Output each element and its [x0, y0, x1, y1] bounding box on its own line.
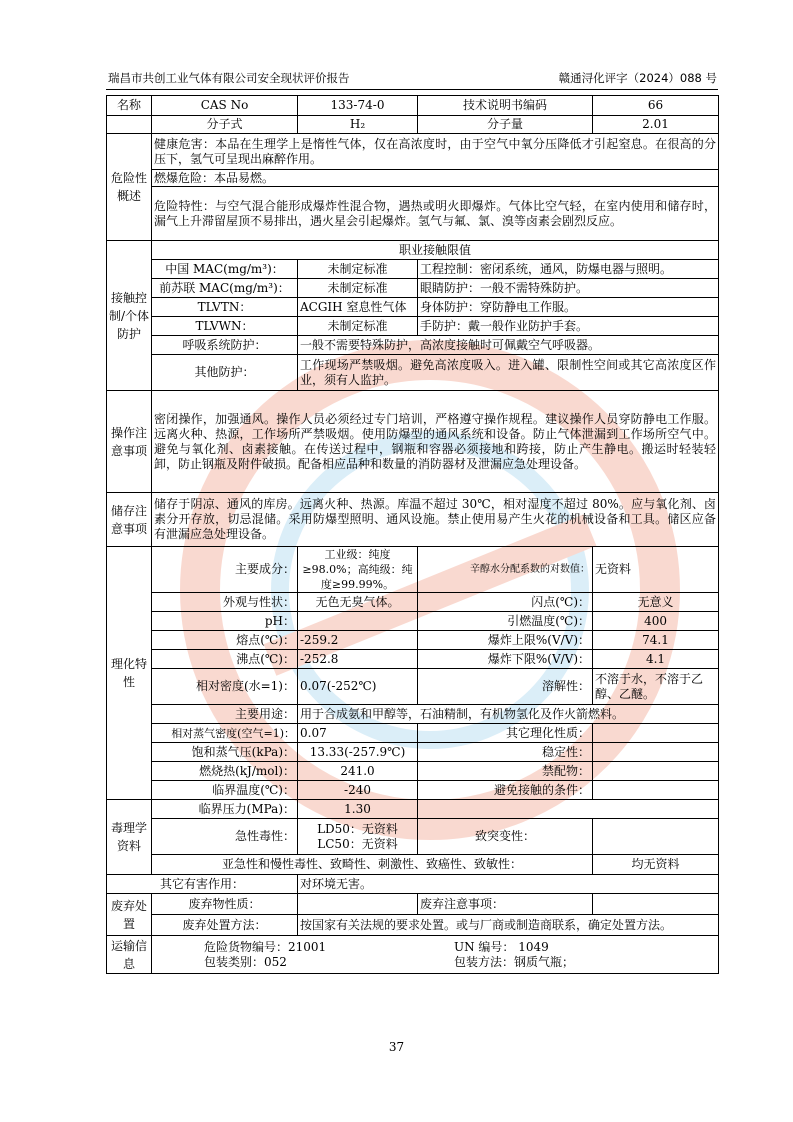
mac-su-value: 未制定标准 — [298, 279, 418, 298]
acute-value: LD50：无资料 LC50：无资料 — [298, 819, 418, 855]
mw-label: 分子量 — [418, 116, 593, 134]
cas-value: 133-74-0 — [298, 96, 418, 116]
header-rule — [106, 89, 718, 90]
melt-value: -259.2 — [298, 631, 418, 650]
boil-label: 沸点(℃)： — [152, 650, 298, 669]
phys-label: 理化特性 — [107, 547, 152, 800]
store-value: 储存于阴凉、通风的库房。远离火种、热源。库温不超过 30℃，相对湿度不超过 80%。应与氧化剂、卤素分开存放，切忌混储。采用防爆型照明、通风设施。禁止使用易产生火花的机械设备和工具。储区应备有泄漏应急处理设备。 — [152, 493, 719, 547]
formula-label: 分子式 — [152, 116, 298, 134]
vapor-density-value: 0.07 — [298, 724, 418, 743]
heat-value: 241.0 — [298, 762, 418, 781]
lower-label: 爆炸下限%(V/V)： — [418, 650, 593, 669]
eye-protection: 眼睛防护：一般不需特殊防护。 — [418, 279, 719, 298]
page-number: 37 — [388, 1040, 405, 1054]
formula-value: H₂ — [298, 116, 418, 134]
solubility-value: 不溶于水，不溶于乙醇、乙醚。 — [593, 669, 719, 705]
hazard-label: 危险性概述 — [107, 134, 152, 241]
waste-note-value — [593, 894, 719, 915]
body-protection: 身体防护：穿防静电工作服。 — [418, 298, 719, 317]
other-prot-label: 其他防护： — [152, 355, 298, 391]
health-hazard: 健康危害：本品在生理学上是惰性气体，仅在高浓度时，由于空气中氧分压降低才引起窒息。在很高的分压下，氢气可呈现出麻醉作用。 — [152, 134, 719, 170]
incompat-value — [593, 762, 719, 781]
other-harm-label: 其它有害作用： — [107, 875, 298, 894]
tlvwn-label: TLVWN： — [152, 317, 298, 336]
store-label: 储存注意事项 — [107, 493, 152, 547]
mutagen-value — [593, 819, 719, 855]
mac-cn-value: 未制定标准 — [298, 260, 418, 279]
chronic-label: 亚急性和慢性毒性、致畸性、刺激性、致癌性、致敏性： — [152, 855, 593, 875]
octanol-label: 辛醇水分配系数的对数值： — [418, 547, 593, 593]
other-prot-value: 工作现场严禁吸烟。避免高浓度吸入。进入罐、限制性空间或其它高浓度区作业，须有人监护。 — [298, 355, 719, 391]
op-label: 操作注意事项 — [107, 391, 152, 493]
mutagen-label: 致突变性： — [418, 819, 593, 855]
lower-value: 4.1 — [593, 650, 719, 669]
tlvtn-label: TLVTN： — [152, 298, 298, 317]
upper-label: 爆炸上限%(V/V)： — [418, 631, 593, 650]
waste-method-label: 废弃处置方法： — [152, 915, 298, 936]
header-report-no: 赣通浔化评字（2024）088 号 — [558, 71, 717, 85]
appearance-label: 外观与性状： — [152, 593, 298, 612]
tox-label: 毒理学资料 — [107, 800, 152, 875]
waste-label: 废弃处置 — [107, 894, 152, 936]
use-label: 主要用途： — [152, 705, 298, 724]
flash-value: 无意义 — [593, 593, 719, 612]
name-label: 名称 — [107, 96, 152, 116]
hand-protection: 手防护：戴一般作业防护手套。 — [418, 317, 719, 336]
danger-property: 危险特性：与空气混合能形成爆炸性混合物，遇热或明火即爆炸。气体比空气轻，在室内使用和储存时，漏气上升滞留屋顶不易排出，遇火星会引起爆炸。氢气与氟、氯、溴等卤素会剧烈反应。 — [152, 187, 719, 241]
other-phys-value — [593, 724, 719, 743]
upper-value: 74.1 — [593, 631, 719, 650]
cas-label: CAS No — [152, 96, 298, 116]
vapor-density-label: 相对蒸气密度(空气=1)： — [152, 724, 298, 743]
octanol-value: 无资料 — [593, 547, 719, 593]
other-harm-value: 对环境无害。 — [298, 875, 719, 894]
waste-note-label: 废弃注意事项： — [418, 894, 593, 915]
mac-cn-label: 中国 MAC(mg/m³)： — [152, 260, 298, 279]
manual-value: 66 — [593, 96, 719, 116]
transport-info: 危险货物编号：21001 UN 编号： 1049 包装类别：052 包装方法：钢质气瓶； — [152, 936, 719, 974]
vapor-pressure-label: 饱和蒸气压(kPa)： — [152, 743, 298, 762]
msds-table — [106, 95, 719, 974]
avoid-value — [593, 781, 719, 800]
tlvtn-value: ACGIH 窒息性气体 — [298, 298, 418, 317]
waste-prop-value — [298, 894, 418, 915]
eng-control: 工程控制：密闭系统，通风，防爆电器与照明。 — [418, 260, 719, 279]
tlvwn-value: 未制定标准 — [298, 317, 418, 336]
incompat-label: 禁配物： — [418, 762, 593, 781]
vapor-pressure-value: 13.33(-257.9℃) — [298, 743, 418, 762]
main-comp-value: 工业级：纯度≥98.0%；高纯级：纯度≥99.99%。 — [298, 547, 418, 593]
waste-method-value: 按国家有关法规的要求处置。或与厂商或制造商联系，确定处置方法。 — [298, 915, 719, 936]
stability-value — [593, 743, 719, 762]
manual-label: 技术说明书编码 — [418, 96, 593, 116]
crit-press-value: 1.30 — [298, 800, 418, 819]
density-value: 0.07(-252℃) — [298, 669, 418, 705]
ph-value — [298, 612, 418, 631]
appearance-value: 无色无臭气体。 — [298, 593, 418, 612]
explosion-hazard: 燃爆危险：本品易燃。 — [152, 170, 719, 187]
op-value: 密闭操作，加强通风。操作人员必须经过专门培训，严格遵守操作规程。建议操作人员穿防静电工作服。远离火种、热源，工作场所严禁吸烟。使用防爆型的通风系统和设备。防止气体泄漏到工作场所空气中。避免与氧化剂、卤素接触。在传送过程中，钢瓶和容器必须接地和跨接，防止产生静电。搬运时轻装轻卸，防止钢瓶及附件破损。配备相应品种和数量的消防器材及泄漏应急处理设备。 — [152, 391, 719, 493]
ph-label: pH： — [152, 612, 298, 631]
contact-label: 接触控制/个体防护 — [107, 241, 152, 391]
melt-label: 熔点(℃)： — [152, 631, 298, 650]
mw-value: 2.01 — [593, 116, 719, 134]
header-company: 瑞昌市共创工业气体有限公司安全现状评价报告 — [108, 71, 350, 85]
mac-su-label: 前苏联 MAC(mg/m³)： — [152, 279, 298, 298]
crit-temp-value: -240 — [298, 781, 418, 800]
density-label: 相对密度(水=1)： — [152, 669, 298, 705]
crit-press-blank — [418, 800, 719, 819]
heat-label: 燃烧热(kJ/mol)： — [152, 762, 298, 781]
chronic-value: 均无资料 — [593, 855, 719, 875]
main-comp-label: 主要成分： — [152, 547, 298, 593]
resp-value: 一般不需要特殊防护，高浓度接触时可佩戴空气呼吸器。 — [298, 336, 719, 355]
flash-label: 闪点(℃)： — [418, 593, 593, 612]
crit-press-label: 临界压力(MPa)： — [152, 800, 298, 819]
other-phys-label: 其它理化性质： — [418, 724, 593, 743]
solubility-label: 溶解性： — [418, 669, 593, 705]
occ-limit-title: 职业接触限值 — [152, 241, 719, 260]
ignition-label: 引燃温度(℃)： — [418, 612, 593, 631]
avoid-label: 避免接触的条件： — [418, 781, 593, 800]
page-header — [108, 70, 717, 86]
stability-label: 稳定性： — [418, 743, 593, 762]
crit-temp-label: 临界温度(℃)： — [152, 781, 298, 800]
boil-value: -252.8 — [298, 650, 418, 669]
use-value: 用于合成氨和甲醇等，石油精制，有机物氢化及作火箭燃料。 — [298, 705, 719, 724]
ignition-value: 400 — [593, 612, 719, 631]
acute-label: 急性毒性： — [152, 819, 298, 855]
transport-label: 运输信息 — [107, 936, 152, 974]
waste-prop-label: 废弃物性质： — [152, 894, 298, 915]
resp-label: 呼吸系统防护： — [152, 336, 298, 355]
